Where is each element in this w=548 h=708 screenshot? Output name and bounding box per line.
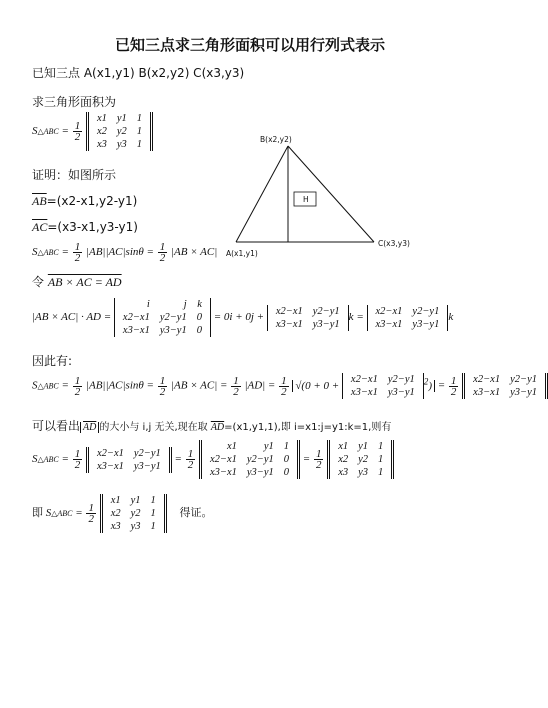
label-a: A(x1,y1) — [226, 249, 258, 258]
label-b: B(x2,y2) — [260, 135, 292, 144]
define-ad: 令 AB × AC = AD — [32, 275, 122, 289]
label-h: H — [303, 195, 309, 204]
vector-ab: $\overline{AB}=(x2-x1,y2-y1)$ — [32, 194, 138, 208]
proof-intro: 证明：如图所示 — [32, 168, 117, 182]
given-points: 已知三点 A(x1,y1) B(x2,y2) C(x3,y3) — [32, 66, 245, 80]
s-symbol: S — [32, 125, 38, 138]
label-c: C(x3,y3) — [378, 239, 410, 248]
page-title: 已知三点求三角形面积可以用行列式表示 — [114, 36, 385, 54]
area-long-formula: S△ABC = $\frac{1}{2}$ |AB||AC|sinθ = $\frac{1}{2}$ |AB × AC| = $\frac{1}{2}$ |AD| = $\frac{1}{2}$ √(0 + 0 + x2−x1 y2−y1 x3−x1 y3−y1 $^2$) = $\frac{1}{2}$ x2−x1 y2−y1 x3−x1 y3−y1 — [32, 373, 548, 399]
s-subscript: △ABC — [37, 127, 59, 137]
determinant-cross: i j k x2−x1 y2−y1 0 x3−x1 y3−y1 0 — [114, 298, 211, 337]
vector-ac: $\overline{AC}=(x3-x1,y3-y1)$ — [32, 220, 138, 234]
half-fraction: $\frac{1}{2}$ — [74, 120, 81, 143]
area-sine-formula: S△ABC = $\frac{1}{2}$ |AB||AC|sinθ = $\frac{1}{2}$ |AB × AC| — [32, 241, 218, 264]
ask-area: 求三角形面积为 — [32, 95, 117, 109]
side-ab — [236, 146, 288, 242]
therefore-label: 因此有: — [32, 354, 73, 368]
side-bc — [288, 146, 374, 242]
cross-product-expansion: |AB × AC| · AD = i j k x2−x1 y2−y1 0 x3−x1 y3−y1 0 = 0i + 0j + x2−x1 y2−y1 x3−x1 y3−y1 k = x2−x1 y2−y1 x3−x1 y3−y1 k — [32, 299, 454, 336]
determinant-main: x1 y1 1 x2 y2 1 x3 y3 1 — [86, 112, 153, 151]
triangle-diagram — [224, 128, 454, 268]
area-formula: S△ABC = $\frac{1}{2}$ x1 y1 1 x2 y2 1 x3 y3 1 — [32, 112, 153, 151]
observation-line: 可以看出 $\overline{AD}$ 的大小与 i,j 无关,现在取 $\overline{AD}=(x1,y1,1)$,即 i=x1:j=y1:k=1,则有 — [32, 419, 392, 433]
conclusion: 即 S△ABC = $\frac{1}{2}$ x1 y1 1 x2 y2 1 x3 y3 1 得证。 — [32, 495, 213, 532]
area-final-formula: S△ABC = $\frac{1}{2}$ x2−x1 y2−y1 x3−x1 y3−y1 = $\frac{1}{2}$ x1 y1 1 x2−x1 y2−y1 0 x3−x1 y3−y1 0 = $\frac{1}{2}$ x1 y1 1 x2 y2 1 x3 y3 1 — [32, 440, 394, 479]
